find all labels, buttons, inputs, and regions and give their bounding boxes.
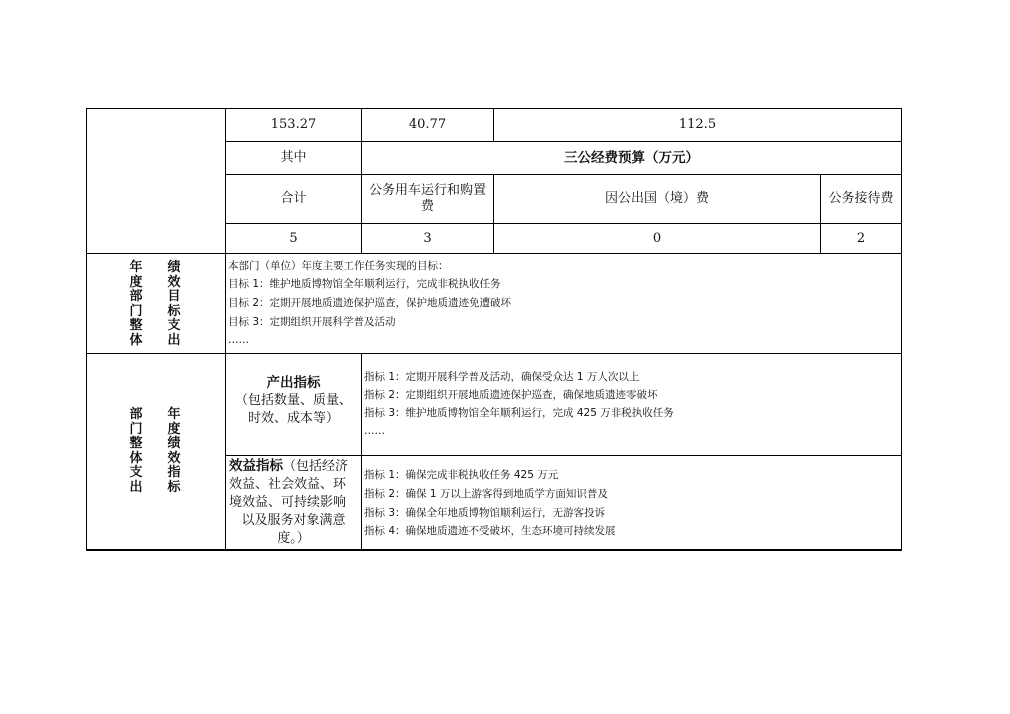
goal-label-char: 出 bbox=[167, 332, 181, 348]
heji-header: 合计 bbox=[280, 191, 307, 206]
goal-label-char: 效 bbox=[167, 274, 181, 290]
benefit-item: 指标 3：确保全年地质博物馆顺利运行，无游客投诉 bbox=[364, 507, 606, 519]
goal-item: 目标 2：定期开展地质遗迹保护巡查，保护地质遗迹免遭破坏 bbox=[228, 297, 512, 309]
abroad-value: 0 bbox=[652, 230, 662, 246]
vehicle-header: 公务用车运行和购置费 bbox=[368, 183, 486, 214]
benefit-desc-line: （包括经济 bbox=[283, 459, 349, 474]
reception-value: 2 bbox=[856, 230, 866, 246]
indicator-label-char: 度 bbox=[167, 421, 181, 437]
goal-label-char: 门 bbox=[129, 303, 143, 319]
output-title: 产出指标 bbox=[266, 375, 321, 391]
benefit-title: 效益指标 bbox=[229, 458, 283, 474]
goals-ellipsis: …… bbox=[228, 334, 249, 346]
indicator-label-char: 出 bbox=[129, 479, 143, 495]
hline-6 bbox=[225, 455, 902, 456]
hline-4 bbox=[86, 253, 902, 254]
output-item: 指标 1：定期开展科学普及活动，确保受众达 1 万人次以上 bbox=[364, 371, 640, 383]
vehicle-value: 3 bbox=[423, 230, 432, 246]
benefit-desc-line: 度。） bbox=[277, 531, 310, 546]
output-item: 指标 2：定期组织开展地质遗迹保护巡查，确保地质遗迹零破坏 bbox=[364, 389, 658, 401]
indicator-label-char: 门 bbox=[129, 421, 143, 437]
goal-item: 目标 3：定期组织开展科学普及活动 bbox=[228, 316, 396, 328]
indicator-label-char: 标 bbox=[167, 479, 181, 495]
goal-label-char: 绩 bbox=[167, 260, 181, 275]
goal-label-char: 标 bbox=[167, 303, 181, 319]
vline-left bbox=[86, 108, 87, 550]
goal-label-char: 度 bbox=[129, 274, 143, 290]
indicator-label-char: 年 bbox=[167, 407, 181, 422]
output-label-cell bbox=[226, 374, 361, 428]
output-item: 指标 3：维护地质博物馆全年顺利运行，完成 425 万非税执收任务 bbox=[364, 407, 674, 419]
benefit-desc-line: 以及服务对象满意 bbox=[241, 513, 346, 528]
indicator-label-char: 部 bbox=[129, 407, 143, 422]
goal-item: 目标 1：维护地质博物馆全年顺利运行，完成非税执收任务 bbox=[228, 278, 501, 290]
benefit-desc-line: 效益、社会效益、环 bbox=[229, 477, 347, 492]
goal-label-char: 体 bbox=[129, 332, 143, 348]
goal-label-char: 年 bbox=[129, 260, 143, 275]
hline-5 bbox=[86, 353, 902, 354]
goal-label-char: 支 bbox=[167, 318, 181, 333]
indicator-label-char: 支 bbox=[129, 465, 143, 480]
output-ellipsis: …… bbox=[364, 425, 385, 437]
benefit-item: 指标 4：确保地质遗迹不受破坏，生态环境可持续发展 bbox=[364, 525, 616, 537]
budget-col2: 40.77 bbox=[408, 117, 447, 132]
goal-label-char: 部 bbox=[129, 289, 143, 304]
benefit-desc-line: 境效益、可持续影响 bbox=[229, 495, 347, 510]
indicator-label-col1 bbox=[128, 408, 144, 495]
qizhong-label: 其中 bbox=[280, 150, 307, 165]
goal-label-col2 bbox=[166, 261, 182, 348]
benefit-item: 指标 2：确保 1 万以上游客得到地质学方面知识普及 bbox=[364, 488, 608, 500]
sangong-title: 三公经费预算（万元） bbox=[564, 150, 699, 166]
vline-right bbox=[901, 108, 902, 550]
benefit-label-cell bbox=[227, 457, 360, 548]
reception-header: 公务接待费 bbox=[828, 191, 894, 206]
goal-label-col1 bbox=[128, 261, 144, 348]
indicator-label-char: 效 bbox=[167, 450, 181, 466]
benefit-item: 指标 1：确保完成非税执收任务 425 万元 bbox=[364, 469, 559, 481]
abroad-header: 因公出国（境）费 bbox=[604, 191, 709, 206]
goal-label-char: 整 bbox=[129, 318, 143, 333]
goal-label-char: 目 bbox=[167, 289, 181, 304]
heji-value: 5 bbox=[289, 230, 298, 246]
indicator-label-char: 整 bbox=[129, 436, 143, 451]
indicator-label-char: 指 bbox=[167, 465, 181, 480]
vline-e bbox=[361, 353, 362, 549]
indicator-label-char: 绩 bbox=[167, 436, 181, 451]
budget-col3: 112.5 bbox=[678, 117, 717, 132]
hline-bottom bbox=[86, 549, 902, 551]
goals-intro: 本部门（单位）年度主要工作任务实现的目标： bbox=[228, 260, 449, 272]
output-desc-line: （包括数量、质量、 bbox=[234, 393, 352, 408]
indicator-label-col2 bbox=[166, 408, 182, 495]
benefit-line-first bbox=[227, 457, 360, 476]
indicator-label-char: 体 bbox=[129, 450, 143, 466]
output-desc-line: 时效、成本等） bbox=[247, 411, 339, 426]
budget-total: 153.27 bbox=[270, 117, 317, 132]
